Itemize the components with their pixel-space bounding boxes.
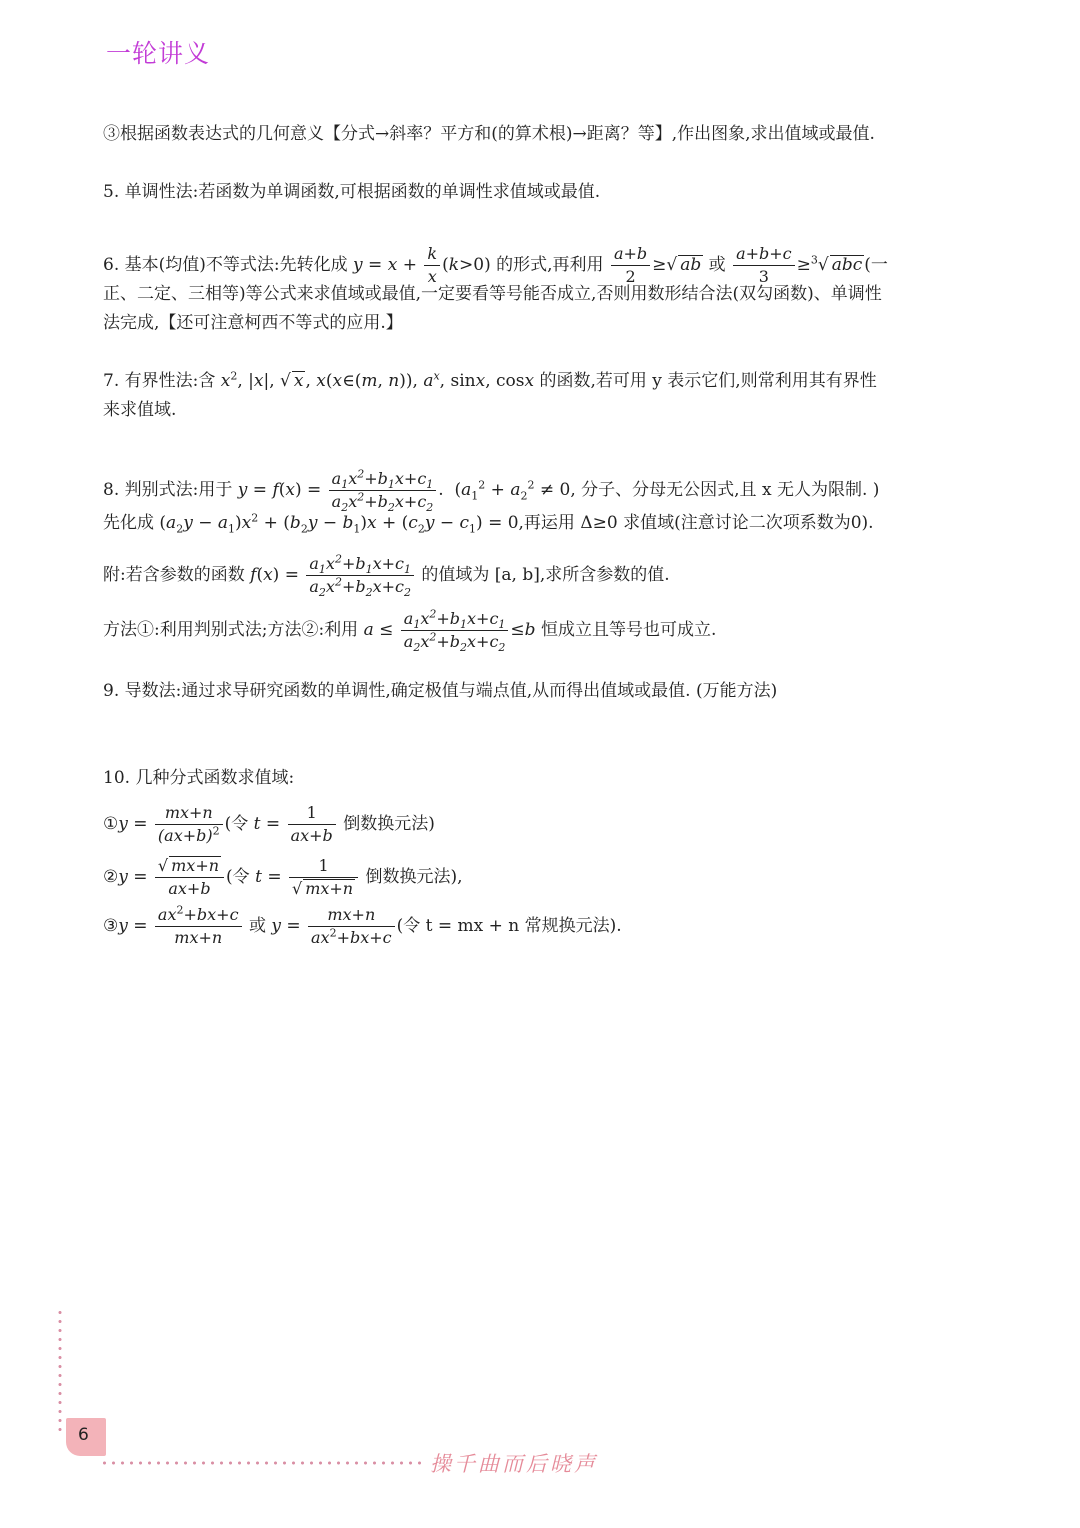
method-7-line-2: 来求值域. <box>103 400 177 420</box>
method-10-case-1: ①y = $\frac{mx+n}{(ax+b)^2}$ (令 t = $\frac{1}{ax+b}$ 倒数换元法) <box>103 803 435 845</box>
fraction-k-over-x: $\frac{k}{x}$ <box>424 243 440 288</box>
method-10-title: 10. 几种分式函数求值域: <box>103 768 295 788</box>
method-10-case-2: ②y = $\frac{√ mx+n}{ax+b}$ (令 t = $\frac{1}{√ mx+n}$ 倒数换元法), <box>103 856 463 898</box>
fraction-case2-sub: $\frac{1}{√ mx+n}$ <box>289 855 358 900</box>
fraction-case1: $\frac{mx+n}{(ax+b)^2}$ <box>155 802 223 847</box>
decorative-dots-vertical <box>58 1308 62 1434</box>
method-8-line-3: 附:若含参数的函数 f(x) = $\frac{a_1x^2+b_1x+c_1}{a_2x^2+b_2x+c_2}$ 的值域为 [a, b],求所含参数的值. <box>103 552 670 600</box>
method-6-line-3: 法完成,【还可注意柯西不等式的应用.】 <box>103 313 403 333</box>
method-6-line-2: 正、二定、三相等)等公式来求值域或最值,一定要看等号能否成立,否则用数形结合法(双勾函数)、单调性 <box>103 284 882 304</box>
method-8-line-1: 8. 判别式法:用于 y = f(x) = $\frac{a_1x^2+b_1x+c_1}{a_2x^2+b_2x+c_2}$ . ($a_1^2 + a_2^2 \ne 0$, 分子、分母无公因式,且 x 无人为限制. ) <box>103 467 880 515</box>
method-3-line: ③根据函数表达式的几何意义【分式→斜率？平方和(的算术根)→距离？等】,作出图象,求出值域或最值. <box>103 124 875 144</box>
method-10-case-3: ③y = $\frac{ax^2+bx+c}{mx+n}$ 或 y = $\frac{mx+n}{ax^2+bx+c}$ (令 t = mx + n 常规换元法). <box>103 903 622 947</box>
method-8-line-4: 方法①:利用判别式法;方法②:利用 a ≤ $\frac{a_1x^2+b_1x+c_1}{a_2x^2+b_2x+c_2}$ ≤b 恒成立且等号也可成立. <box>103 607 717 655</box>
fraction-quadratic-ratio-3: $\frac{a_1x^2+b_1x+c_1}{a_2x^2+b_2x+c_2}$ <box>401 608 509 653</box>
method-6-line-1: 6. 基本(均值)不等式法:先转化成 y = x + $\frac{k}{x}$ (k>0) 的形式,再利用 $\frac{a+b}{2}$ ≥√ ab 或 $\frac{a+b+c}{3}$ ≥$^3$√ abc (一 <box>103 244 888 286</box>
fraction-case3b: $\frac{mx+n}{ax^2+bx+c}$ <box>308 904 395 949</box>
fraction-a-plus-b-over-2: $\frac{a+b}{2}$ <box>611 243 650 288</box>
fraction-quadratic-ratio: $\frac{a_1x^2+b_1x+c_1}{a_2x^2+b_2x+c_2}$ <box>329 468 437 513</box>
method-7-line-1: 7. 有界性法:含 $x^2$, |x|, √ x , x(x∈(m, n)), $a^x$, sinx, cosx 的函数,若可用 y 表示它们,则常利用其有界性 <box>103 369 877 391</box>
fraction-case2: $\frac{√ mx+n}{ax+b}$ <box>155 855 224 900</box>
fraction-quadratic-ratio-2: $\frac{a_1x^2+b_1x+c_1}{a_2x^2+b_2x+c_2}$ <box>306 553 414 598</box>
fraction-case1-sub: $\frac{1}{ax+b}$ <box>288 802 336 847</box>
header-title: 一轮讲义 <box>106 39 211 68</box>
fraction-case3a: $\frac{ax^2+bx+c}{mx+n}$ <box>155 904 242 949</box>
page-number: 6 <box>78 1425 89 1445</box>
method-5-line: 5. 单调性法:若函数为单调函数,可根据函数的单调性求值域或最值. <box>103 182 601 202</box>
fraction-a-plus-b-plus-c-over-3: $\frac{a+b+c}{3}$ <box>733 243 795 288</box>
method-8-line-2: 先化成 $(a_2y - a_1)x^2 + (b_2y - b_1)x + (c_2y - c_1) = 0$,再运用 Δ≥0 求值域(注意讨论二次项系数为0). <box>103 511 874 536</box>
decorative-dots-horizontal <box>100 1461 422 1465</box>
method-9-line: 9. 导数法:通过求导研究函数的单调性,确定极值与端点值,从而得出值域或最值. (万能方法) <box>103 681 778 701</box>
footer-slogan: 操千曲而后晓声 <box>430 1452 598 1476</box>
